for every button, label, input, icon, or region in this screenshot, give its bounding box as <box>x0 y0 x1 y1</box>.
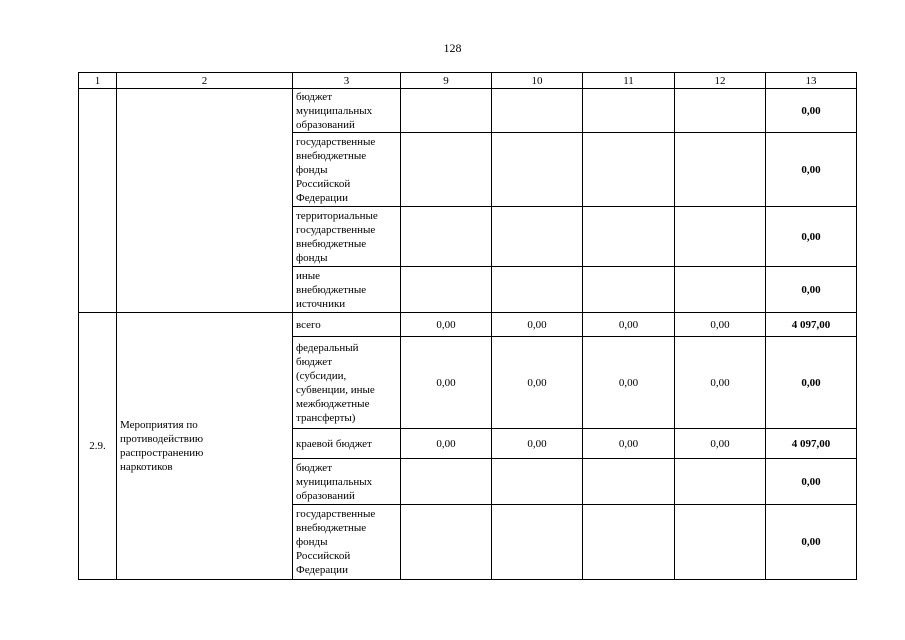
budget-table <box>78 72 857 580</box>
funding-source <box>293 459 401 505</box>
header-cell-9: 9 <box>401 73 492 89</box>
funding-source-line: внебюджетные <box>296 522 367 534</box>
page-number: 128 <box>443 41 462 55</box>
value-c10 <box>492 505 583 580</box>
value-c13: 0,00 <box>766 459 857 505</box>
funding-source-line: бюджет <box>296 355 332 368</box>
funding-source-line: фонды <box>296 536 328 548</box>
funding-source-line: краевой бюджет <box>296 437 372 450</box>
value-c9: 0,00 <box>401 313 492 337</box>
value-c11 <box>583 133 675 207</box>
value-c13: 0,00 <box>766 207 857 267</box>
value-c12: 0,00 <box>675 429 766 459</box>
header-cell-11: 11 <box>583 73 675 89</box>
value-c11: 0,00 <box>583 429 675 459</box>
funding-source-line: иные <box>296 269 321 282</box>
value-c9 <box>401 505 492 580</box>
funding-source-line: внебюджетные <box>296 283 367 296</box>
value-c10 <box>492 207 583 267</box>
header-row <box>79 73 857 89</box>
measure-name <box>117 313 293 580</box>
funding-source <box>293 429 401 459</box>
value-c11 <box>583 207 675 267</box>
row-index: 2.9. <box>79 313 117 580</box>
funding-source-line: межбюджетные <box>296 397 370 410</box>
funding-source-line: фонды <box>296 163 328 176</box>
value-c11: 0,00 <box>583 313 675 337</box>
value-c12 <box>675 459 766 505</box>
funding-source <box>293 313 401 337</box>
measure-name-line: Мероприятия по <box>120 419 198 431</box>
funding-source-line: Федерации <box>296 191 348 204</box>
value-c11 <box>583 267 675 313</box>
measure-name-line: наркотиков <box>120 461 173 473</box>
header-cell-3: 3 <box>293 73 401 89</box>
value-c9 <box>401 459 492 505</box>
funding-source-line: территориальные <box>296 209 378 222</box>
value-c9 <box>401 267 492 313</box>
funding-source-line: внебюджетные <box>296 149 367 162</box>
header-cell-2: 2 <box>117 73 293 89</box>
funding-source-line: фонды <box>296 251 328 264</box>
value-c10: 0,00 <box>492 313 583 337</box>
value-c10: 0,00 <box>492 429 583 459</box>
funding-source-line: муниципальных <box>296 104 373 117</box>
funding-source <box>293 207 401 267</box>
funding-source-line: Российской <box>296 177 351 190</box>
funding-source-line: муниципальных <box>296 475 373 488</box>
header-cell-1: 1 <box>79 73 117 89</box>
value-c9 <box>401 89 492 133</box>
value-c10 <box>492 89 583 133</box>
value-c13: 4 097,00 <box>766 313 857 337</box>
value-c12 <box>675 505 766 580</box>
funding-source <box>293 337 401 429</box>
funding-source-line: трансферты) <box>296 411 356 424</box>
funding-source-line: бюджет <box>296 90 332 103</box>
value-c9: 0,00 <box>401 429 492 459</box>
value-c12 <box>675 207 766 267</box>
funding-source-line: образований <box>296 489 355 502</box>
value-c10: 0,00 <box>492 337 583 429</box>
funding-source-line: государственные <box>296 135 376 148</box>
funding-source-line: субвенции, иные <box>296 383 375 396</box>
value-c10 <box>492 267 583 313</box>
value-c9 <box>401 207 492 267</box>
value-c13: 4 097,00 <box>766 429 857 459</box>
funding-source-line: государственные <box>296 508 376 520</box>
value-c11 <box>583 459 675 505</box>
measure-name-line: противодействию <box>120 433 204 445</box>
value-c11 <box>583 505 675 580</box>
measure-name-line: распространению <box>120 447 204 459</box>
value-c11 <box>583 89 675 133</box>
header-cell-12: 12 <box>675 73 766 89</box>
funding-source-line: Федерации <box>296 564 348 576</box>
value-c12 <box>675 133 766 207</box>
header-cell-13: 13 <box>766 73 857 89</box>
funding-source <box>293 505 401 580</box>
funding-source-line: федеральный <box>296 341 359 354</box>
value-c11: 0,00 <box>583 337 675 429</box>
funding-source-line: образований <box>296 118 355 131</box>
funding-source-line: (субсидии, <box>296 369 347 382</box>
value-c9: 0,00 <box>401 337 492 429</box>
funding-source <box>293 267 401 313</box>
funding-source-line: бюджет <box>296 461 332 474</box>
value-c13: 0,00 <box>766 267 857 313</box>
value-c10 <box>492 133 583 207</box>
value-c12 <box>675 89 766 133</box>
value-c13: 0,00 <box>766 337 857 429</box>
funding-source-line: всего <box>296 318 321 331</box>
value-c12 <box>675 267 766 313</box>
table-row <box>79 313 857 337</box>
row-index-cell <box>79 89 117 313</box>
funding-source-line: внебюджетные <box>296 237 367 250</box>
value-c13: 0,00 <box>766 89 857 133</box>
funding-source <box>293 133 401 207</box>
value-c12: 0,00 <box>675 337 766 429</box>
value-c10 <box>492 459 583 505</box>
value-c12: 0,00 <box>675 313 766 337</box>
value-c13: 0,00 <box>766 505 857 580</box>
value-c9 <box>401 133 492 207</box>
header-cell-10: 10 <box>492 73 583 89</box>
funding-source-line: источники <box>296 297 346 310</box>
funding-source-line: государственные <box>296 223 376 236</box>
funding-source-line: Российской <box>296 550 351 562</box>
measure-name-cell <box>117 89 293 313</box>
table-row <box>79 89 857 133</box>
value-c13: 0,00 <box>766 133 857 207</box>
funding-source <box>293 89 401 133</box>
